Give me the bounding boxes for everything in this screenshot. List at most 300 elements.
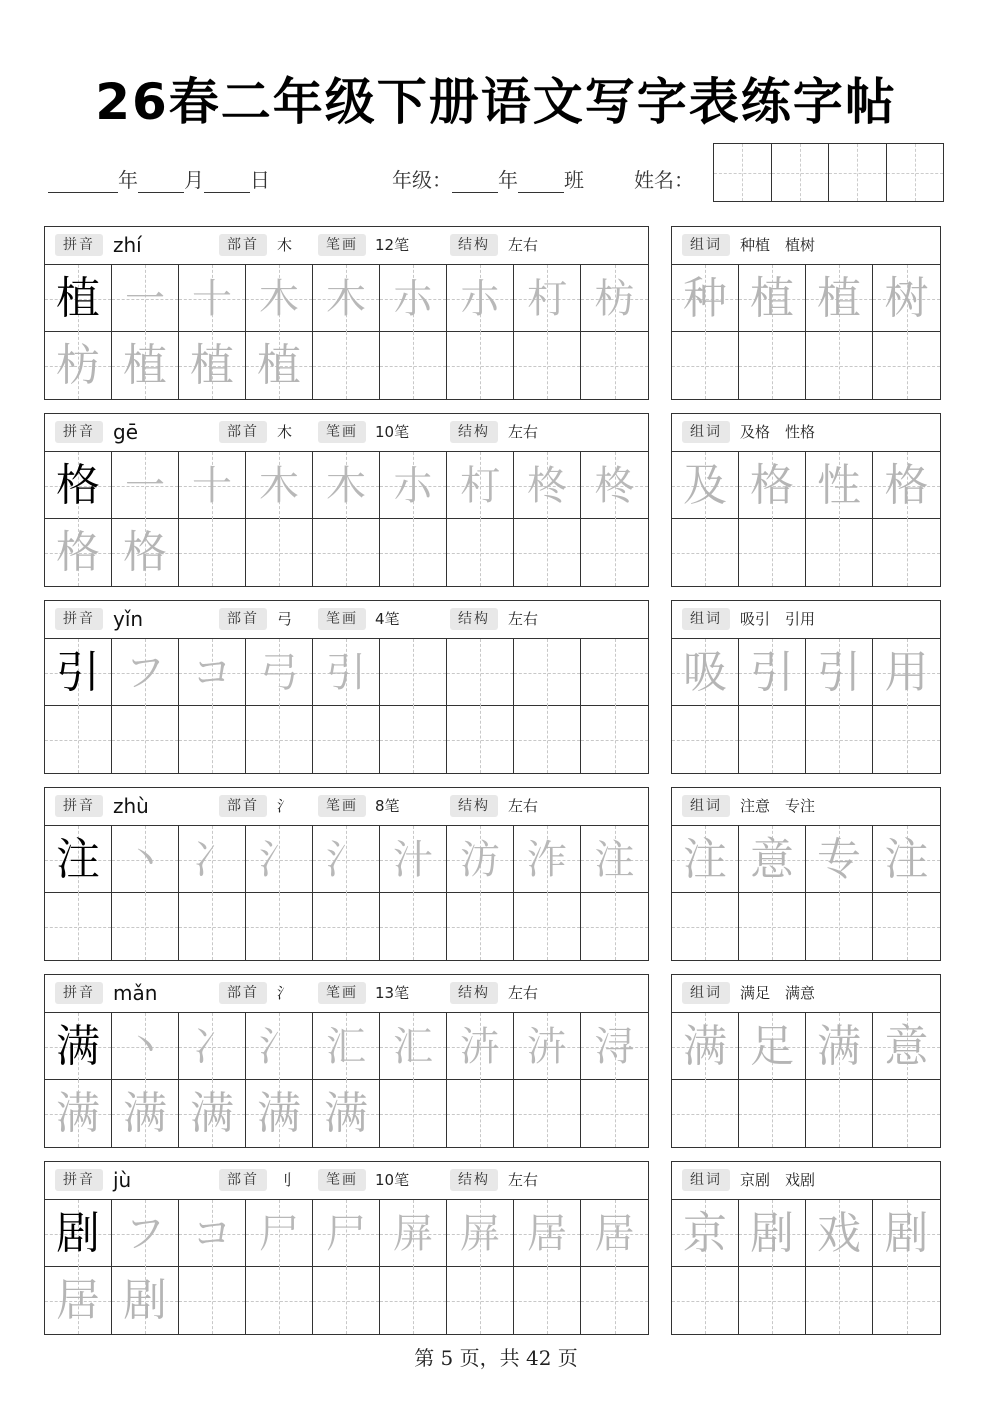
word-character: 引 [817, 646, 861, 698]
tracing-cell[interactable] [313, 706, 380, 773]
words-header [672, 1162, 940, 1200]
tracing-cell[interactable] [447, 1080, 514, 1147]
tracing-cell[interactable] [581, 1267, 648, 1334]
name-box[interactable] [887, 144, 944, 201]
stroke-step-cell[interactable] [447, 1200, 514, 1267]
stroke-step: 汁 [393, 836, 433, 883]
tracing-character: 植 [257, 339, 301, 391]
word-character: 格 [750, 459, 794, 511]
word-writing-cell[interactable] [806, 1080, 873, 1147]
tracing-cell[interactable] [380, 519, 447, 586]
month-label: 月 [184, 168, 204, 192]
stroke-step-cell[interactable] [313, 452, 380, 519]
structure-value: 左右 [508, 423, 539, 441]
stroke-step: 居 [594, 1210, 635, 1257]
stroke-step: 丶 [125, 1023, 165, 1070]
stroke-step: 居 [527, 1210, 567, 1257]
structure-label: 结构 [450, 982, 498, 1004]
radical-label: 部首 [219, 421, 267, 443]
word-writing-cell[interactable] [806, 1267, 873, 1334]
pinyin-label: 拼音 [55, 1169, 103, 1191]
stroke-order-row [45, 265, 648, 332]
tracing-cell[interactable] [45, 1267, 112, 1334]
word-character: 种 [683, 272, 727, 324]
word-tracing-cell[interactable] [739, 1200, 806, 1267]
stroke-step: 氵 [259, 836, 299, 883]
stroke-step-cell[interactable] [112, 826, 179, 893]
structure-value: 左右 [508, 984, 539, 1002]
tracing-character: 格 [56, 526, 100, 578]
stroke-step: 柊 [527, 462, 567, 509]
stroke-step: 一 [125, 462, 165, 509]
tracing-cell[interactable] [581, 1080, 648, 1147]
tracing-cell[interactable] [112, 706, 179, 773]
words-label: 组词 [682, 1169, 730, 1191]
word-writing-cell[interactable] [873, 1267, 940, 1334]
word-tracing-cell[interactable] [739, 639, 806, 706]
tracing-cell[interactable] [246, 519, 313, 586]
radical-label: 部首 [219, 1169, 267, 1191]
model-character-cell [45, 452, 112, 519]
stroke-step: 引 [326, 649, 366, 696]
stroke-step-cell[interactable] [581, 1013, 648, 1080]
word-writing-cell[interactable] [672, 1080, 739, 1147]
stroke-step-cell[interactable] [246, 826, 313, 893]
stroke-step-cell[interactable] [380, 826, 447, 893]
word-writing-cell[interactable] [739, 1080, 806, 1147]
word-tracing-cell[interactable] [806, 639, 873, 706]
stroke-step-cell[interactable] [581, 265, 648, 332]
grade-label: 年级： [392, 168, 452, 192]
stroke-step: 汸 [460, 836, 500, 883]
name-boxes[interactable] [713, 143, 944, 202]
stroke-step-cell[interactable] [179, 826, 246, 893]
tracing-cell[interactable] [447, 1267, 514, 1334]
structure-value: 左右 [508, 610, 539, 628]
stroke-step-cell[interactable] [179, 1200, 246, 1267]
word-writing-cell[interactable] [672, 332, 739, 399]
tracing-cell[interactable] [45, 332, 112, 399]
stroke-step-cell[interactable] [112, 639, 179, 706]
tracing-row [45, 519, 648, 586]
model-character-cell [45, 1200, 112, 1267]
model-character: 格 [56, 459, 100, 511]
word-writing-cell[interactable] [806, 519, 873, 586]
stroke-step: 汇 [326, 1023, 366, 1070]
tracing-row [45, 706, 648, 773]
strokes-value: 13笔 [375, 984, 410, 1002]
stroke-step: 泋 [527, 1023, 567, 1070]
word-tracing-cell[interactable] [873, 826, 940, 893]
strokes-value: 8笔 [375, 797, 400, 815]
pinyin-label: 拼音 [55, 795, 103, 817]
stroke-step-cell[interactable] [246, 1013, 313, 1080]
stroke-step: 柊 [594, 462, 635, 509]
radical-value: 木 [277, 423, 293, 441]
stroke-step: 枋 [594, 275, 635, 322]
stroke-step: 泎 [527, 836, 567, 883]
stroke-step: コ [192, 649, 232, 696]
words-block [671, 226, 941, 400]
stroke-step-cell[interactable] [179, 1013, 246, 1080]
tracing-cell[interactable] [45, 706, 112, 773]
tracing-cell[interactable] [45, 519, 112, 586]
words-tracing-row [672, 1200, 940, 1267]
character-header [45, 227, 648, 265]
pinyin-value: zhù [113, 794, 149, 818]
tracing-character: 格 [123, 526, 167, 578]
word-tracing-cell[interactable] [672, 1200, 739, 1267]
stroke-step-cell[interactable] [581, 639, 648, 706]
tracing-character: 植 [123, 339, 167, 391]
pinyin-value: yǐn [113, 607, 144, 631]
word-tracing-cell[interactable] [672, 452, 739, 519]
word-tracing-cell[interactable] [873, 639, 940, 706]
character-header [45, 788, 648, 826]
tracing-cell[interactable] [179, 332, 246, 399]
tracing-cell[interactable] [45, 1080, 112, 1147]
words-label: 组词 [682, 234, 730, 256]
word-tracing-cell[interactable] [672, 639, 739, 706]
model-character: 满 [56, 1020, 100, 1072]
words-writing-row [672, 519, 940, 586]
month-blank[interactable] [138, 169, 184, 193]
tracing-row [45, 332, 648, 399]
name-label: 姓名： [634, 168, 694, 192]
tracing-character: 居 [56, 1274, 100, 1326]
words-header [672, 227, 940, 265]
word-character: 注 [884, 833, 929, 885]
tracing-cell[interactable] [514, 519, 581, 586]
words-label: 组词 [682, 608, 730, 630]
tracing-cell[interactable] [380, 893, 447, 960]
word-writing-cell[interactable] [873, 332, 940, 399]
stroke-step-cell[interactable] [380, 639, 447, 706]
stroke-step-cell[interactable] [581, 1200, 648, 1267]
word-writing-cell[interactable] [739, 519, 806, 586]
tracing-row [45, 893, 648, 960]
structure-value: 左右 [508, 1171, 539, 1189]
word-writing-cell[interactable] [873, 893, 940, 960]
stroke-step-cell[interactable] [447, 265, 514, 332]
tracing-cell[interactable] [179, 1080, 246, 1147]
stroke-step: 冫 [192, 836, 232, 883]
tracing-cell[interactable] [179, 706, 246, 773]
tracing-cell[interactable] [179, 1267, 246, 1334]
word-tracing-cell[interactable] [672, 1013, 739, 1080]
structure-label: 结构 [450, 795, 498, 817]
name-box[interactable] [772, 144, 830, 201]
page-title: 26春二年级下册语文写字表练字帖 [95, 73, 897, 131]
tracing-cell[interactable] [514, 706, 581, 773]
strokes-value: 4笔 [375, 610, 400, 628]
strokes-value: 12笔 [375, 236, 410, 254]
tracing-cell[interactable] [514, 1080, 581, 1147]
word-writing-cell[interactable] [672, 706, 739, 773]
tracing-cell[interactable] [246, 706, 313, 773]
stroke-step: 弓 [259, 649, 299, 696]
tracing-cell[interactable] [380, 1080, 447, 1147]
tracing-cell[interactable] [45, 893, 112, 960]
word-writing-cell[interactable] [806, 332, 873, 399]
tracing-cell[interactable] [514, 1267, 581, 1334]
tracing-cell[interactable] [380, 332, 447, 399]
model-character: 注 [56, 833, 100, 885]
stroke-step-cell[interactable] [380, 452, 447, 519]
tracing-row [45, 1267, 648, 1334]
radical-value: 木 [277, 236, 293, 254]
name-box[interactable] [829, 144, 887, 201]
character-block [44, 413, 649, 587]
stroke-step-cell[interactable] [313, 265, 380, 332]
stroke-step: 朾 [460, 462, 500, 509]
words-tracing-row [672, 265, 940, 332]
stroke-step-cell[interactable] [112, 1200, 179, 1267]
word-writing-cell[interactable] [739, 706, 806, 773]
stroke-step: 木 [259, 462, 299, 509]
stroke-step-cell[interactable] [380, 1200, 447, 1267]
words-header [672, 788, 940, 826]
stroke-step-cell[interactable] [581, 826, 648, 893]
tracing-cell[interactable] [313, 332, 380, 399]
stroke-step: 十 [192, 462, 232, 509]
word-tracing-cell[interactable] [873, 452, 940, 519]
word-writing-cell[interactable] [806, 893, 873, 960]
stroke-step: 冫 [192, 1023, 232, 1070]
tracing-cell[interactable] [514, 893, 581, 960]
day-blank[interactable] [204, 169, 250, 193]
model-character-cell [45, 265, 112, 332]
tracing-cell[interactable] [179, 519, 246, 586]
word-tracing-cell[interactable] [806, 452, 873, 519]
strokes-label: 笔画 [318, 1169, 366, 1191]
stroke-order-row [45, 1200, 648, 1267]
stroke-step: 十 [192, 275, 232, 322]
stroke-step: 木 [326, 275, 366, 322]
words-value: 种植 植树 [740, 236, 816, 254]
tracing-cell[interactable] [112, 332, 179, 399]
word-writing-cell[interactable] [672, 519, 739, 586]
words-tracing-row [672, 639, 940, 706]
radical-label: 部首 [219, 234, 267, 256]
word-tracing-cell[interactable] [739, 1013, 806, 1080]
word-tracing-cell[interactable] [806, 1013, 873, 1080]
stroke-step-cell[interactable] [313, 1013, 380, 1080]
word-tracing-cell[interactable] [672, 826, 739, 893]
stroke-step-cell[interactable] [447, 1013, 514, 1080]
stroke-step-cell[interactable] [380, 1013, 447, 1080]
word-tracing-cell[interactable] [739, 265, 806, 332]
strokes-label: 笔画 [318, 421, 366, 443]
stroke-step: 汇 [393, 1023, 433, 1070]
words-value: 吸引 引用 [740, 610, 816, 628]
word-writing-cell[interactable] [873, 1080, 940, 1147]
tracing-cell[interactable] [581, 706, 648, 773]
tracing-cell[interactable] [112, 893, 179, 960]
word-tracing-cell[interactable] [806, 1200, 873, 1267]
word-tracing-cell[interactable] [739, 452, 806, 519]
words-writing-row [672, 1267, 940, 1334]
tracing-cell[interactable] [581, 332, 648, 399]
tracing-cell[interactable] [380, 1267, 447, 1334]
word-writing-cell[interactable] [873, 706, 940, 773]
word-character: 用 [884, 646, 929, 698]
words-block [671, 413, 941, 587]
date-field[interactable] [48, 164, 270, 193]
structure-label: 结构 [450, 421, 498, 443]
word-character: 吸 [683, 646, 727, 698]
word-writing-cell[interactable] [873, 519, 940, 586]
stroke-step-cell[interactable] [447, 639, 514, 706]
stroke-step-cell[interactable] [112, 452, 179, 519]
pinyin-value: jù [113, 1168, 132, 1192]
word-character: 意 [750, 833, 794, 885]
word-tracing-cell[interactable] [806, 265, 873, 332]
word-character: 满 [817, 1020, 861, 1072]
word-writing-cell[interactable] [806, 706, 873, 773]
stroke-step-cell[interactable] [447, 452, 514, 519]
word-character: 植 [750, 272, 794, 324]
stroke-step: コ [192, 1210, 232, 1257]
word-tracing-cell[interactable] [873, 1013, 940, 1080]
stroke-step-cell[interactable] [514, 265, 581, 332]
word-character: 满 [683, 1020, 727, 1072]
words-label: 组词 [682, 795, 730, 817]
tracing-cell[interactable] [581, 893, 648, 960]
words-header [672, 414, 940, 452]
tracing-cell[interactable] [313, 1080, 380, 1147]
stroke-step-cell[interactable] [246, 265, 313, 332]
pinyin-label: 拼音 [55, 608, 103, 630]
structure-label: 结构 [450, 234, 498, 256]
radical-label: 部首 [219, 982, 267, 1004]
stroke-step-cell[interactable] [514, 826, 581, 893]
stroke-step: 朩 [460, 275, 500, 322]
tracing-cell[interactable] [112, 1267, 179, 1334]
words-value: 注意 专注 [740, 797, 816, 815]
character-header [45, 414, 648, 452]
word-writing-cell[interactable] [739, 332, 806, 399]
stroke-step-cell[interactable] [514, 1013, 581, 1080]
grade-year-label: 年 [498, 168, 518, 192]
word-tracing-cell[interactable] [806, 826, 873, 893]
tracing-cell[interactable] [313, 893, 380, 960]
stroke-step-cell[interactable] [246, 639, 313, 706]
word-tracing-cell[interactable] [739, 826, 806, 893]
radical-value: 氵 [277, 984, 293, 1002]
stroke-step-cell[interactable] [514, 639, 581, 706]
stroke-step: 泋 [460, 1023, 500, 1070]
stroke-step: 一 [125, 275, 165, 322]
tracing-cell[interactable] [246, 1267, 313, 1334]
word-writing-cell[interactable] [672, 1267, 739, 1334]
grade-class-blank[interactable] [518, 169, 564, 193]
tracing-cell[interactable] [447, 893, 514, 960]
tracing-cell[interactable] [447, 519, 514, 586]
stroke-step-cell[interactable] [313, 639, 380, 706]
stroke-step-cell[interactable] [313, 1200, 380, 1267]
word-character: 意 [884, 1020, 929, 1072]
word-tracing-cell[interactable] [672, 265, 739, 332]
word-character: 剧 [750, 1207, 794, 1259]
tracing-cell[interactable] [514, 332, 581, 399]
words-label: 组词 [682, 982, 730, 1004]
tracing-cell[interactable] [179, 893, 246, 960]
stroke-order-row [45, 452, 648, 519]
word-writing-cell[interactable] [739, 893, 806, 960]
words-block [671, 974, 941, 1148]
stroke-step-cell[interactable] [581, 452, 648, 519]
name-box[interactable] [714, 144, 772, 201]
grade-year-blank[interactable] [452, 169, 498, 193]
tracing-cell[interactable] [246, 332, 313, 399]
word-character: 格 [884, 459, 929, 511]
grade-field[interactable] [392, 164, 584, 193]
tracing-cell[interactable] [447, 332, 514, 399]
word-character: 剧 [884, 1207, 929, 1259]
stroke-step: 浔 [594, 1023, 635, 1070]
tracing-cell[interactable] [112, 1080, 179, 1147]
word-character: 及 [683, 459, 727, 511]
words-tracing-row [672, 826, 940, 893]
tracing-cell[interactable] [380, 706, 447, 773]
tracing-cell[interactable] [246, 893, 313, 960]
word-writing-cell[interactable] [672, 893, 739, 960]
year-blank[interactable] [48, 169, 118, 193]
stroke-step-cell[interactable] [246, 1200, 313, 1267]
model-character-cell [45, 826, 112, 893]
stroke-step-cell[interactable] [112, 1013, 179, 1080]
tracing-cell[interactable] [112, 519, 179, 586]
structure-label: 结构 [450, 608, 498, 630]
word-writing-cell[interactable] [739, 1267, 806, 1334]
word-tracing-cell[interactable] [873, 265, 940, 332]
word-tracing-cell[interactable] [873, 1200, 940, 1267]
words-writing-row [672, 1080, 940, 1147]
stroke-step-cell[interactable] [380, 265, 447, 332]
character-block [44, 600, 649, 774]
stroke-step-cell[interactable] [179, 639, 246, 706]
tracing-cell[interactable] [447, 706, 514, 773]
tracing-cell[interactable] [313, 1267, 380, 1334]
stroke-step-cell[interactable] [514, 1200, 581, 1267]
character-header [45, 975, 648, 1013]
name-field [634, 164, 694, 193]
words-value: 满足 满意 [740, 984, 816, 1002]
stroke-step: 丶 [125, 836, 165, 883]
stroke-step-cell[interactable] [514, 452, 581, 519]
stroke-step-cell[interactable] [447, 826, 514, 893]
stroke-step-cell[interactable] [246, 452, 313, 519]
model-character-cell [45, 1013, 112, 1080]
stroke-step-cell[interactable] [313, 826, 380, 893]
stroke-step-cell[interactable] [179, 452, 246, 519]
tracing-cell[interactable] [313, 519, 380, 586]
character-block [44, 226, 649, 400]
stroke-step-cell[interactable] [179, 265, 246, 332]
character-block [44, 1161, 649, 1335]
tracing-character: 满 [190, 1087, 234, 1139]
stroke-step-cell[interactable] [112, 265, 179, 332]
model-character: 引 [56, 646, 100, 698]
words-value: 京剧 戏剧 [740, 1171, 816, 1189]
stroke-step: フ [125, 1210, 165, 1257]
radical-label: 部首 [219, 608, 267, 630]
tracing-cell[interactable] [246, 1080, 313, 1147]
structure-value: 左右 [508, 797, 539, 815]
tracing-row [45, 1080, 648, 1147]
tracing-cell[interactable] [581, 519, 648, 586]
